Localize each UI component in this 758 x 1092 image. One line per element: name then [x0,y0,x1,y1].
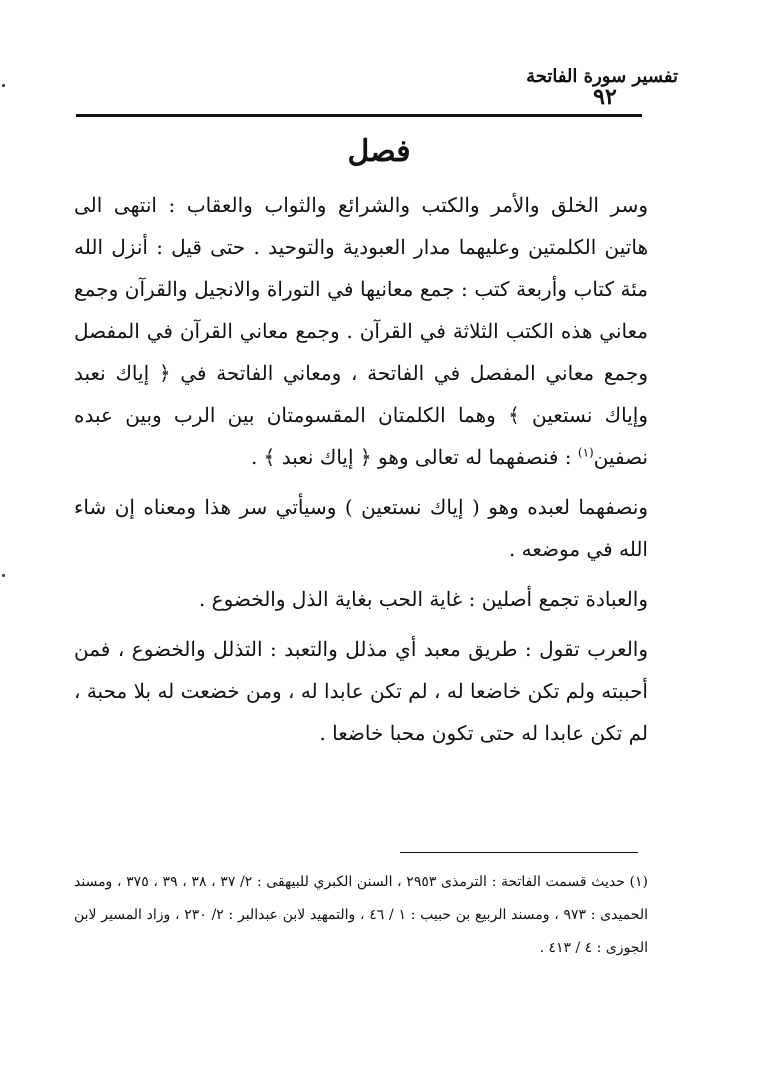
scan-speck [2,574,5,577]
body-text [74,184,648,754]
header-rule [76,114,642,117]
footnote: (١) حديث قسمت الفاتحة : الترمذى ٢٩٥٣ ، السنن الكبري للبيهقى : ٢/ ٣٧ ، ٣٨ ، ٣٩ ، ٣٧٥ ، ومسند الحميدى : ٩٧٣ ، ومسند الربيع بن حبيب : ١ / ٤٦ ، والتمهيد لابن عبدالبر : ٢/ ٢٣٠ ، وزاد المسير لابن الجوزى : ٤ / ٤١٣ . [74,874,648,956]
running-title: تفسير سورة الفاتحة [526,66,678,87]
paragraph: والعرب تقول : طريق معبد أي مذلل والتعبد : التذلل والخضوع ، فمن أحببته ولم تكن خاضعا له ، لم تكن عابدا له ، ومن خضعت له بلا محبة ، لم تكن عابدا له حتى تكون محبا خاضعا . [74,637,648,745]
page-number: ٩٢ [593,84,617,110]
scan-speck [2,84,5,87]
section-heading: فصل [347,134,411,169]
paragraph: والعبادة تجمع أصلين : غاية الحب بغاية الذل والخضوع . [198,587,648,611]
footnote-rule [400,852,638,853]
paragraph [74,184,648,478]
paragraph: ونصفهما لعبده وهو ( إياك نستعين ) وسيأتي سر هذا ومعناه إن شاء الله في موضعه . [74,495,648,561]
paragraph-text: وسر الخلق والأمر والكتب والشرائع والثواب والعقاب : انتهى الى هاتين الكلمتين وعليهما مدار العبودية والتوحيد . حتى قيل : أنزل الله مئة كتاب وأربعة كتب : جمع معانيها في التوراة والانجيل والقرآن وجمع معاني هذه الكتب الثلاثة في القرآن . وجمع معاني القرآن في المفصل وجمع معاني المفصل في الفاتحة ، ومعاني الفاتحة في ﴿ إياك نعبد وإياك نستعين ﴾ وهما الكلمتان المقسومتان بين الرب وبين عبده نصفين [74,193,648,469]
paragraph-text: : فنصفهما له تعالى وهو ﴿ إياك نعبد ﴾ . [250,445,572,469]
footnote-reference: (١) [577,445,594,460]
